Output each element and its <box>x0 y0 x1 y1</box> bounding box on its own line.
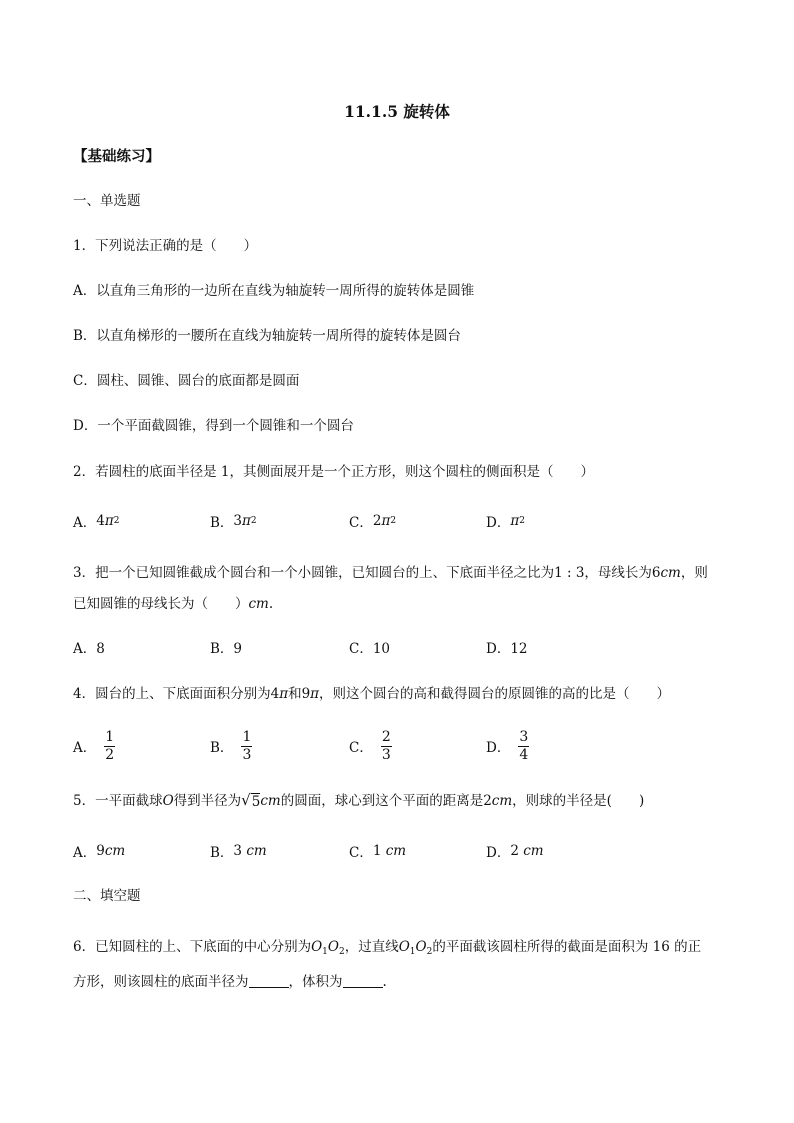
option-label: A． <box>73 845 97 861</box>
question-4-options <box>73 726 723 766</box>
unit-cm: cm <box>246 843 267 859</box>
question-5-option-a <box>73 833 125 869</box>
question-3-option-d: D．12 <box>486 641 528 657</box>
radicand <box>251 793 261 810</box>
option-label: C． <box>349 740 373 756</box>
stem-text: . <box>268 596 274 612</box>
option-value: 1 <box>372 843 382 859</box>
fraction <box>104 729 115 764</box>
stem-text: 方形，则该圆柱的底面半径为 <box>73 974 249 990</box>
question-1-option-b: B．以直角梯形的一腰所在直线为轴旋转一周所得的旋转体是圆台 <box>73 328 461 344</box>
question-5-option-c <box>349 833 406 869</box>
unit-cm: cm <box>248 596 269 612</box>
question-4-option-d <box>486 726 529 766</box>
option-label: B． <box>210 845 234 861</box>
unit-cm: cm <box>523 843 544 859</box>
center-label: O <box>327 939 339 955</box>
question-3-stem-line-2 <box>73 594 273 614</box>
center-label: O <box>415 939 427 955</box>
unit-cm: cm <box>491 793 513 809</box>
question-4-stem <box>73 684 670 704</box>
answer-blank-radius[interactable] <box>249 973 289 988</box>
center-label: O <box>311 939 323 955</box>
stem-text: 得到半径为 <box>173 793 242 809</box>
numerator: 2 <box>381 728 391 745</box>
unit-cm: cm <box>260 793 281 809</box>
stem-text: ，则这个圆台的高和截得圆台的原圆锥的高的比是（ ） <box>319 686 671 702</box>
unit-cm: cm <box>104 843 126 859</box>
question-5-option-b <box>210 833 267 869</box>
question-1-option-c: C．圆柱、圆锥、圆台的底面都是圆面 <box>73 373 300 389</box>
exponent: 2 <box>390 516 397 526</box>
option-label: B． <box>210 740 234 756</box>
pi-symbol: π <box>279 686 289 702</box>
denominator: 3 <box>381 746 391 763</box>
option-value: 2 <box>510 843 519 859</box>
question-2-options <box>73 503 723 539</box>
pi-symbol: π <box>381 513 391 529</box>
stem-text: ，母线长为 <box>584 565 652 581</box>
numerator: 1 <box>105 728 115 745</box>
area-value: 4 <box>270 686 280 702</box>
part-heading-single-choice: 一、单选题 <box>73 193 141 209</box>
question-1-stem: 1．下列说法正确的是（ ） <box>73 238 258 254</box>
stem-text: ，体积为 <box>288 974 343 990</box>
page-title: 11.1.5 旋转体 <box>344 102 450 121</box>
question-1-option-d: D．一个平面截圆锥，得到一个圆锥和一个圆台 <box>73 418 354 434</box>
subscript: 1 <box>322 947 328 957</box>
stem-text: 6．已知圆柱的上、下底面的中心分别为 <box>73 939 312 955</box>
option-value: 9 <box>96 843 105 859</box>
stem-text: 已知圆锥的母线长为（ ） <box>73 596 249 612</box>
option-label: B． <box>210 515 234 531</box>
stem-text: 5．一平面截球 <box>73 793 163 809</box>
option-label: D． <box>486 845 511 861</box>
option-label: A． <box>73 515 97 531</box>
exponent: 2 <box>250 516 257 526</box>
pi-symbol: π <box>510 513 520 529</box>
option-label: A． <box>73 740 97 756</box>
question-2-option-a <box>73 503 119 539</box>
question-5-stem <box>73 790 644 811</box>
option-label: C． <box>349 515 373 531</box>
fraction <box>518 729 529 764</box>
unit-cm: cm <box>660 565 681 581</box>
option-label: D． <box>486 515 511 531</box>
question-4-option-b <box>210 726 252 766</box>
stem-text: 的平面截该圆柱所得的截面是面积为 16 的正 <box>432 939 702 955</box>
stem-text: 的圆面，球心到这个平面的距离是 <box>280 793 484 809</box>
denominator: 2 <box>105 746 115 763</box>
pi-symbol: π <box>242 513 251 529</box>
question-2-option-b <box>210 503 257 539</box>
question-3-stem-line-1 <box>73 563 708 583</box>
option-value: 3 <box>233 843 243 859</box>
option-coefficient: 4 <box>96 513 105 529</box>
unit-cm: cm <box>385 843 407 859</box>
stem-text: ，过直线 <box>344 939 399 955</box>
stem-text: ，则球的半径是( ) <box>512 793 645 809</box>
option-coefficient: 3 <box>233 513 243 529</box>
center-label: O <box>398 939 410 955</box>
square-root <box>241 790 260 810</box>
option-label: D． <box>486 740 511 756</box>
question-2-option-d <box>486 503 525 539</box>
exponent: 2 <box>519 516 525 526</box>
question-3-option-b: B．9 <box>210 641 243 657</box>
stem-text: 3．把一个已知圆锥截成个圆台和一个小圆锥，已知圆台的上、下底面半径之比为 <box>73 565 555 581</box>
option-coefficient: 2 <box>372 513 382 529</box>
length-value: 6 <box>651 565 661 581</box>
subscript: 2 <box>338 947 345 957</box>
fraction <box>381 729 392 764</box>
stem-text: 和 <box>288 686 302 702</box>
question-4-option-a <box>73 726 115 766</box>
part-heading-fill-in: 二、填空题 <box>73 888 141 904</box>
denominator: 4 <box>519 746 529 763</box>
ratio-value: 1 : 3 <box>554 565 585 581</box>
section-header: 【基础练习】 <box>73 148 160 165</box>
ball-label: O <box>162 793 174 809</box>
question-2-option-c <box>349 503 396 539</box>
fraction <box>241 729 252 764</box>
stem-text: . <box>382 974 387 990</box>
subscript: 1 <box>409 947 416 957</box>
answer-blank-volume[interactable] <box>343 973 383 988</box>
question-6-stem-line-2 <box>73 972 387 992</box>
question-2-stem: 2．若圆柱的底面半径是 1，其侧面展开是一个正方形，则这个圆柱的侧面积是（ ） <box>73 464 594 480</box>
exponent: 2 <box>113 516 120 526</box>
distance-value: 2 <box>483 793 492 809</box>
question-3-option-a: A．8 <box>73 641 105 657</box>
question-6-stem-line-1 <box>73 937 701 962</box>
pi-symbol: π <box>104 513 114 529</box>
question-3-option-c: C．10 <box>349 641 391 657</box>
area-value: 9 <box>301 686 311 702</box>
stem-text: ，则 <box>680 565 708 581</box>
numerator: 3 <box>519 728 529 745</box>
question-5-options <box>73 833 723 869</box>
question-5-option-d <box>486 833 544 869</box>
question-1-option-a: A．以直角三角形的一边所在直线为轴旋转一周所得的旋转体是圆锥 <box>73 283 475 299</box>
denominator: 3 <box>242 746 252 763</box>
radical-sign: √ <box>241 791 251 809</box>
question-4-option-c <box>349 726 392 766</box>
pi-symbol: π <box>310 686 320 702</box>
stem-text: 4．圆台的上、下底面面积分别为 <box>73 686 271 702</box>
radicand-value: 5 <box>251 794 261 810</box>
option-label: C． <box>349 845 373 861</box>
numerator: 1 <box>242 728 252 745</box>
subscript: 2 <box>426 947 433 957</box>
